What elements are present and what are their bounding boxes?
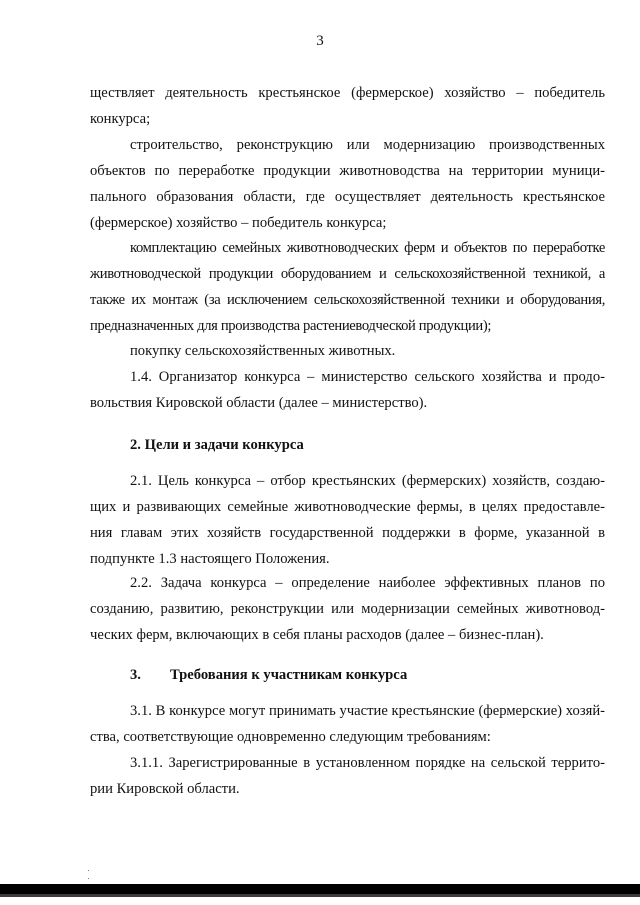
page-number: 3 [316, 33, 324, 49]
text-line: пального образования области, где осуществляет деятельность крестьянское [90, 189, 605, 205]
text-line: 3.1. В конкурсе могут принимать участие крестьянские (фермерские) хозяй- [130, 703, 605, 719]
text-line: 2.2. Задача конкурса – определение наиболее эффективных планов по [130, 575, 605, 591]
scan-border-bar [0, 894, 640, 897]
paragraph-3-1 [90, 698, 605, 750]
scan-border-bar [0, 884, 640, 894]
text-line: ществляет деятельность крестьянское (фермерское) хозяйство – победитель [90, 85, 605, 101]
paragraph-2-2 [90, 570, 605, 648]
section-number: 2. [130, 437, 141, 453]
paragraph-livestock [90, 338, 605, 364]
section-title: Цели и задачи конкурса [144, 437, 304, 453]
section-number: 3. [130, 667, 141, 683]
text-line: подпункте 1.3 настоящего Положения. [90, 551, 330, 567]
paragraph-construction [90, 132, 605, 236]
section-title: Требования к участникам конкурса [170, 667, 408, 683]
scan-speck [88, 878, 89, 879]
text-line: созданию, развитию, реконструкции или модернизации семейных животновод- [90, 601, 605, 617]
text-line: ческих ферм, включающих в себя планы расходов (далее – бизнес-план). [90, 627, 544, 643]
paragraph-equipment [90, 235, 605, 339]
text-line: также их монтаж (за исключением сельскохозяйственной техники и оборудования, [90, 292, 605, 308]
text-line: ства, соответствующие одновременно следующим требованиям: [90, 729, 491, 745]
text-line: рии Кировской области. [90, 781, 240, 797]
text-line: ния главам этих хозяйств государственной поддержки в форме, указанной в [90, 525, 605, 541]
text-line: комплектацию семейных животноводческих ферм и объектов по переработке [130, 240, 605, 256]
text-line: конкурса; [90, 111, 151, 127]
scan-speck [88, 870, 89, 871]
text-line: строительство, реконструкцию или модернизацию производственных [130, 137, 605, 153]
section-heading-3 [130, 662, 407, 688]
text-line: вольствия Кировской области (далее – министерство). [90, 395, 428, 411]
text-line: 3.1.1. Зарегистрированные в установленном порядке на сельской террито- [130, 755, 605, 771]
text-line: (фермерское) хозяйство – победитель конкурса; [90, 215, 387, 231]
text-line: объектов по переработке продукции животноводства на территории муници- [90, 163, 605, 179]
paragraph-3-1-1 [90, 750, 605, 802]
section-heading-2 [130, 432, 304, 458]
paragraph-2-1 [90, 468, 605, 572]
text-line: покупку сельскохозяйственных животных. [130, 343, 396, 359]
paragraph-1-4 [90, 364, 605, 416]
text-line: предназначенных для производства растениеводческой продукции); [90, 318, 492, 334]
text-line: щих и развивающих семейные животноводческие фермы, в целях предоставле- [90, 499, 605, 515]
text-line: 1.4. Организатор конкурса – министерство сельского хозяйства и продо- [130, 369, 605, 385]
text-line: животноводческой продукции оборудованием и сельскохозяйственной техникой, а [90, 266, 605, 282]
paragraph-continuation [90, 80, 605, 132]
text-line: 2.1. Цель конкурса – отбор крестьянских (фермерских) хозяйств, создаю- [130, 473, 605, 489]
